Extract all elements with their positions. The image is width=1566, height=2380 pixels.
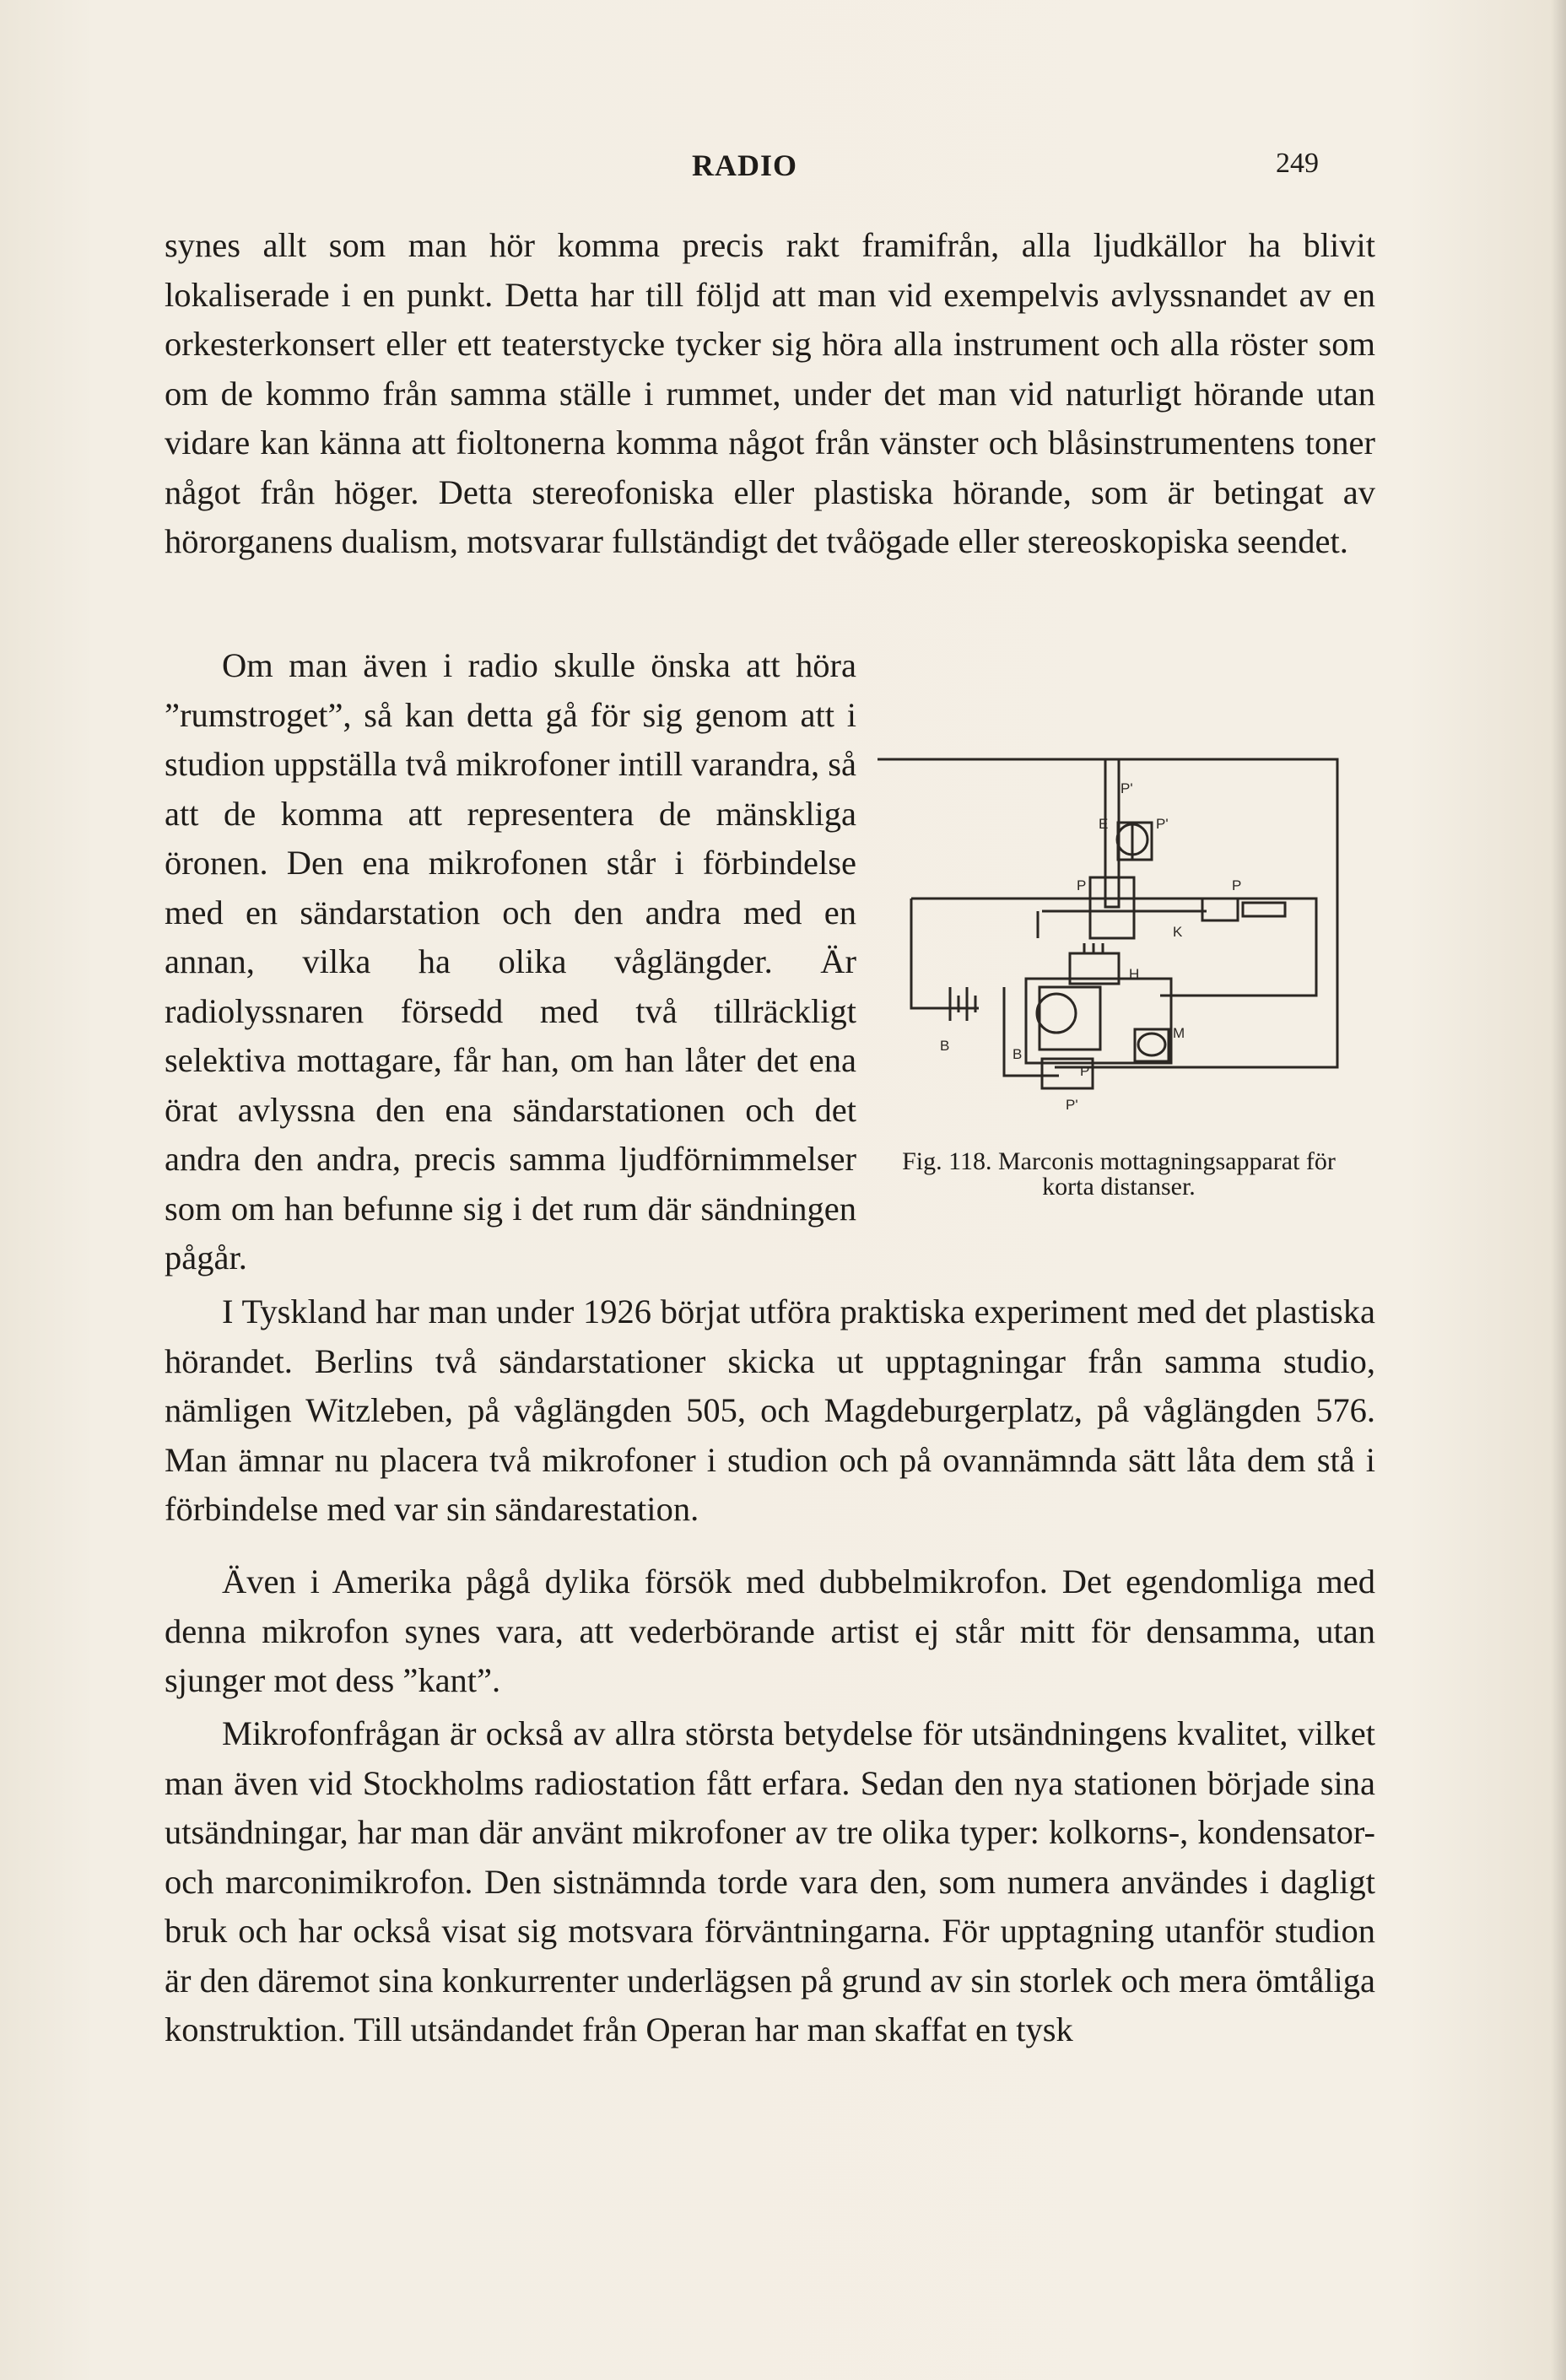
label-p-prime: P'	[1156, 816, 1169, 832]
paragraph-2-text: Om man även i radio skulle önska att höra ”rumstroget”, så kan detta gå för sig genom att i studion uppställa två mikrofoner intill varandra, så att de komma att representera de mänskliga öronen. Den ena mikrofonen står i förbindelse med en sändarstation och den andra med en annan, vilka ha olika våglängder. Är radiolyssnaren försedd med två tillräckligt selektiva mottagare, får han, om han låter det ena örat avlyssna den ena sändarstationen och det andra den andra, precis samma ljudförnimmelser som om han befunne sig i det rum där sändningen pågår.	[165, 646, 856, 1276]
label-p-left: P	[1077, 877, 1087, 893]
page-number: 249	[1276, 148, 1319, 179]
right-coil	[1243, 903, 1285, 916]
right-coupling	[1202, 899, 1238, 920]
paragraph-5-text: Mikrofonfrågan är också av allra största betydelse för utsändningens kvalitet, vilket man även vid Stockholms radiostation fått erfara. Sedan den nya stationen började sina utsändningar, har man där använt mikrofoner av tre olika typer: kolkorns-, kondensator- och marconimikrofon. Den sistnämnda torde vara den, som numera användes i dagligt bruk och har också visat sig motsvara förväntningarna. För upptagning utanför studion är den däremot sina konkurrenter underlägsen på grund av sin storlek och mera ömtåliga konstruktion. Till utsändandet från Operan har man skaffat en tysk	[165, 1714, 1375, 2048]
label-k: K	[1173, 924, 1183, 940]
label-b-mid: B	[1012, 1046, 1023, 1062]
battery-wire	[911, 899, 979, 1008]
running-header	[0, 148, 1566, 198]
header-title: RADIO	[692, 148, 798, 182]
page-edge-shadow	[1551, 0, 1566, 2380]
inner-wire	[911, 899, 1316, 996]
label-p-right: P	[1232, 877, 1242, 893]
paragraph-5	[165, 1709, 1375, 2055]
figure-caption: Fig. 118. Marconis mottagningsapparat för korta distanser.	[902, 1147, 1336, 1201]
label-h: H	[1129, 966, 1140, 982]
label-b-left: B	[940, 1038, 950, 1054]
paragraph-4-text: Även i Amerika pågå dylika försök med dubbelmikrofon. Det egendomliga med denna mikrofon synes vara, att vederbörande artist ej står mitt för densamma, utan sjunger mot dess ”kant”.	[165, 1562, 1375, 1699]
circuit-diagram-svg	[878, 734, 1350, 1131]
paragraph-1	[165, 221, 1375, 567]
paragraph-4	[165, 1557, 1375, 1706]
marconi-receiver-diagram	[878, 734, 1350, 1131]
label-m: M	[1173, 1025, 1185, 1041]
paragraph-3	[165, 1287, 1375, 1535]
paragraph-3-text: I Tyskland har man under 1926 börjat utföra praktiska experiment med det plastiska hörandet. Berlins två sändarstationer skicka ut upptagningar från samma studio, nämligen Witzleben, på våglängden 505, och Magdeburgerplatz, på våglängden 576. Man ämnar nu placera två mikrofoner i studion och på ovannämnda sätt låta dem stå i förbindelse med var sin sändarestation.	[165, 1293, 1375, 1528]
valve	[1037, 994, 1076, 1033]
outer-wire	[878, 759, 1337, 1067]
label-p-bottom: P	[1080, 1063, 1090, 1079]
paragraph-1-text: synes allt som man hör komma precis rakt framifrån, alla ljudkällor ha blivit lokaliserade i en punkt. Detta har till följd att man vid exempelvis avlyssnandet av en orkesterkonsert eller ett teaterstycke tycker sig höra alla instrument och alla röster som om de kommo från samma ställe i rummet, under det man vid naturligt hörande utan vidare kan känna att fioltonerna komma något från vänster och blåsinstrumentens toner något från höger. Detta stereofoniska eller plastiska hörande, som är betingat av hörorganens dualism, motsvarar fullständigt det tvåögade eller stereoskopiska seendet.	[165, 226, 1375, 560]
label-e: E	[1099, 816, 1109, 832]
label-p-top: P'	[1120, 780, 1133, 796]
label-p-base: P'	[1066, 1097, 1078, 1113]
meter-face	[1138, 1033, 1165, 1055]
